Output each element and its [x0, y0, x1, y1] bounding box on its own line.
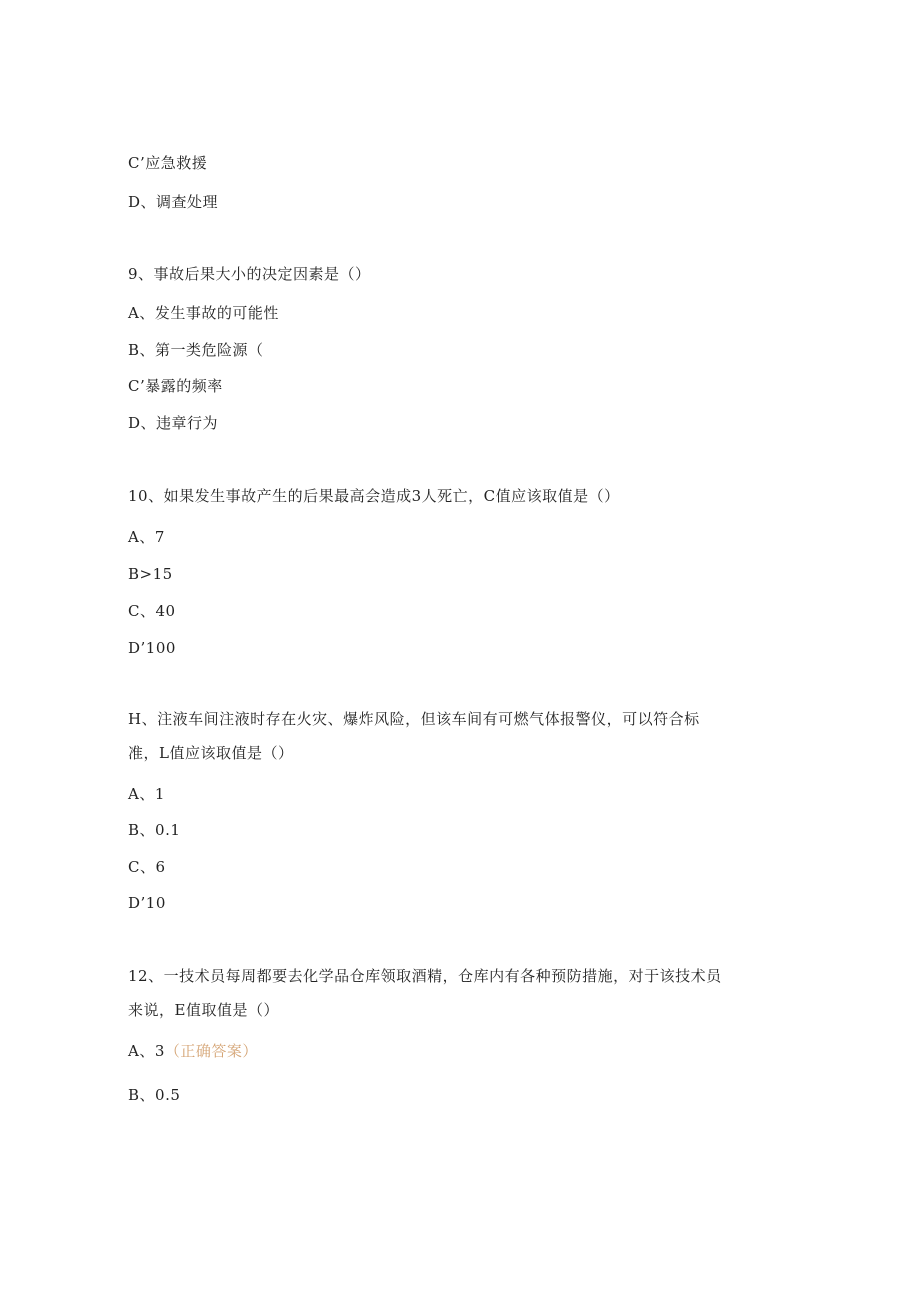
q10-option-b: B>15 — [128, 565, 173, 583]
q8-option-c: C’应急救援 — [128, 154, 208, 172]
correct-answer-tag: （正确答案） — [164, 1042, 258, 1060]
q12-stem-line1: 12、一技术员每周都要去化学品仓库领取酒精，仓库内有各种预防措施，对于该技术员 — [128, 967, 722, 985]
q12-option-b: B、0.5 — [128, 1086, 181, 1104]
q9-option-a: A、发生事故的可能性 — [128, 304, 279, 322]
q8-option-d: D、调查处理 — [128, 193, 219, 211]
q9-option-d: D、违章行为 — [128, 414, 219, 432]
q10-option-a: A、7 — [128, 528, 165, 546]
q11-stem-line2: 准，L值应该取值是（） — [128, 744, 294, 762]
q9-stem: 9、事故后果大小的决定因素是（） — [128, 265, 371, 283]
q11-option-b: B、0.1 — [128, 821, 181, 839]
q12-stem-line2: 来说，E值取值是（） — [128, 1001, 279, 1019]
q9-option-b: B、第一类危险源（ — [128, 341, 264, 359]
q10-stem: 10、如果发生事故产生的后果最高会造成3人死亡，C值应该取值是（） — [128, 487, 620, 505]
q11-stem-line1: H、注液车间注液时存在火灾、爆炸风险，但该车间有可燃气体报警仪，可以符合标 — [128, 710, 700, 728]
q11-option-d: D’10 — [128, 894, 166, 912]
q11-option-a: A、1 — [128, 785, 165, 803]
q10-option-c: C、40 — [128, 602, 176, 620]
q11-option-c: C、6 — [128, 858, 166, 876]
q12-option-a-text: A、3 — [128, 1042, 165, 1060]
q12-option-a — [128, 1041, 258, 1061]
q10-option-d: D’100 — [128, 639, 176, 657]
q9-option-c: C’暴露的频率 — [128, 377, 223, 395]
